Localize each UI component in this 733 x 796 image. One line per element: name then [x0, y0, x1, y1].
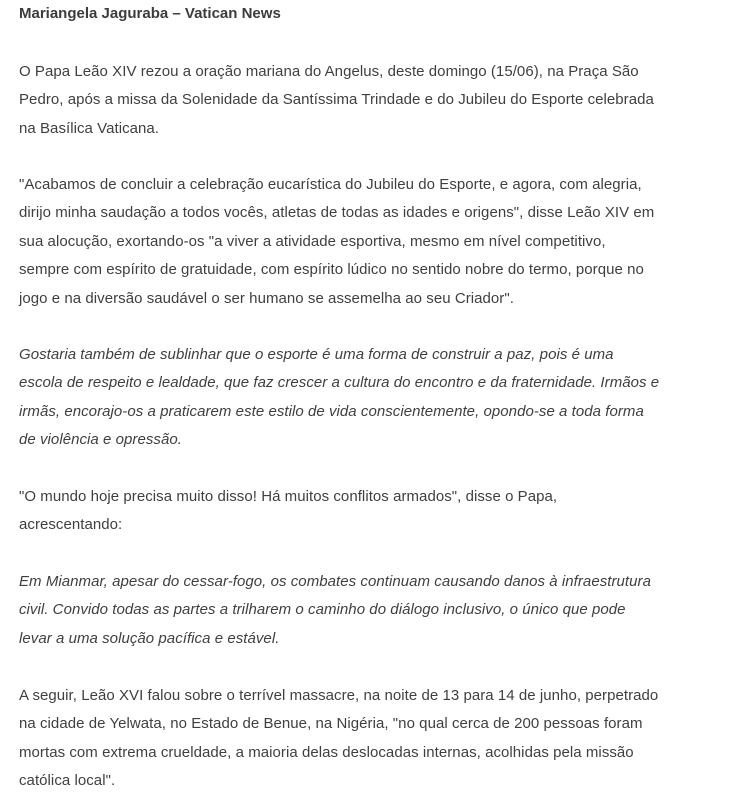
paragraph-line: escola de respeito e lealdade, que faz crescer a cultura do encontro e da fraternidade. Irmãos e — [19, 374, 660, 392]
paragraph-line: A seguir, Leão XVI falou sobre o terrível massacre, na noite de 13 para 14 de junho, perpetrado — [19, 687, 659, 704]
paragraph-line: irmãs, encorajo-os a praticarem este estilo de vida conscientemente, opondo-se a toda forma — [19, 402, 644, 420]
paragraph-line: sua alocução, exortando-os "a viver a atividade esportiva, mesmo em nível competitivo, — [19, 232, 606, 250]
paragraph-line: O Papa Leão XIV rezou a oração mariana do Angelus, deste domingo (15/06), na Praça São — [19, 63, 639, 80]
paragraph-italic-peace — [19, 341, 659, 455]
paragraph-quote-jubilee — [19, 171, 654, 313]
paragraph-intro — [19, 58, 654, 143]
paragraph-line: "O mundo hoje precisa muito disso! Há muitos conflitos armados", disse o Papa, — [19, 488, 558, 505]
paragraph-line: sempre com espírito de gratuidade, com espírito lúdico no sentido nobre do termo, porque no — [19, 261, 644, 279]
paragraph-line: levar a uma solução pacífica e estável. — [19, 629, 280, 647]
paragraph-quote-world — [19, 483, 557, 540]
paragraph-italic-myanmar — [19, 568, 651, 653]
paragraph-line: católica local". — [19, 772, 116, 790]
paragraph-line: acrescentando: — [19, 516, 123, 534]
paragraph-line: Em Mianmar, apesar do cessar-fogo, os combates continuam causando danos à infraestrutura — [19, 573, 651, 590]
paragraph-line: Pedro, após a missa da Solenidade da Santíssima Trindade e do Jubileu do Esporte celebrada — [19, 91, 654, 109]
paragraph-line: de violência e opressão. — [19, 431, 182, 449]
paragraph-nigeria — [19, 682, 658, 796]
paragraph-line: Gostaria também de sublinhar que o esporte é uma forma de construir a paz, pois é uma — [19, 346, 614, 363]
paragraph-line: mortas com extrema crueldade, a maioria delas deslocadas internas, acolhidas pela missão — [19, 743, 634, 761]
paragraph-line: civil. Convido todas as partes a trilharem o caminho do diálogo inclusivo, o único que pode — [19, 601, 626, 619]
paragraph-line: dirijo minha saudação a todos vocês, atletas de todas as idades e origens", disse Leão XIV em — [19, 204, 655, 222]
article-byline: Mariangela Jaguraba – Vatican News — [19, 5, 281, 22]
paragraph-line: na cidade de Yelwata, no Estado de Benue, na Nigéria, "no qual cerca de 200 pessoas foram — [19, 715, 643, 733]
paragraph-line: jogo e na diversão saudável o ser humano se assemelha ao seu Criador". — [19, 289, 514, 307]
paragraph-line: "Acabamos de concluir a celebração eucarística do Jubileu do Esporte, e agora, com alegria, — [19, 176, 642, 193]
paragraph-line: na Basílica Vaticana. — [19, 119, 160, 137]
